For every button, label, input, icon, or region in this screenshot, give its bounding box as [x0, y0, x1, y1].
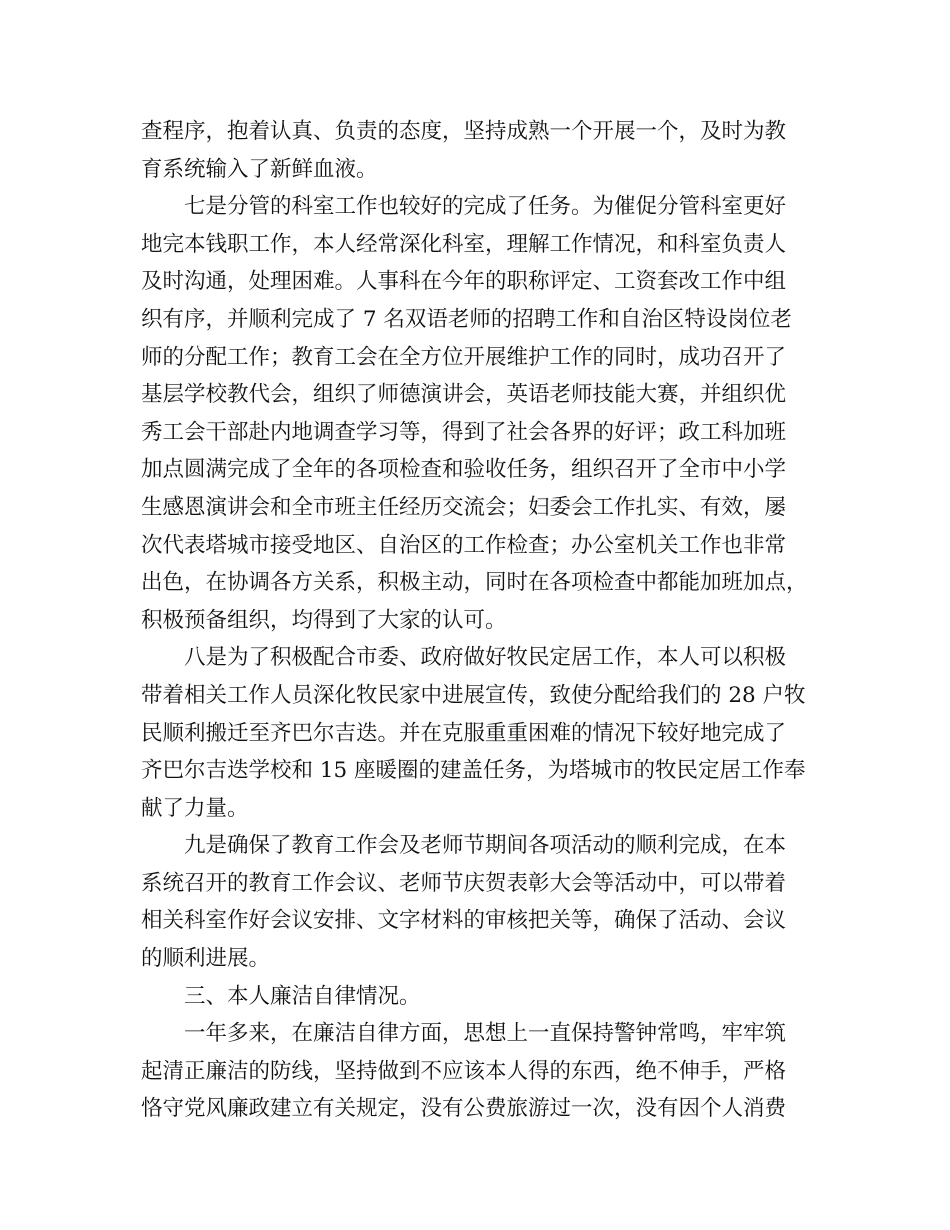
text-line: 民顺利搬迁至齐巴尔吉迭。并在克服重重困难的情况下较好地完成了 [141, 720, 787, 746]
paragraph-seven [141, 188, 825, 639]
text-line: 育系统输入了新鲜血液。 [141, 156, 378, 182]
text-line: 带着相关工作人员深化牧民家中进展宣传，致使分配给我们的 28 户牧 [141, 682, 806, 708]
text-line: 九是确保了教育工作会及老师节期间各项活动的顺利完成，在本 [184, 833, 787, 859]
text-line: 八是为了积极配合市委、政府做好牧民定居工作，本人可以积极 [184, 645, 787, 671]
text-line: 系统召开的教育工作会议、老师节庆贺表彰大会等活动中，可以带着 [141, 870, 787, 896]
paragraph-integrity [141, 1015, 825, 1128]
text-line: 师的分配工作；教育工会在全方位开展维护工作的同时，成功召开了 [141, 344, 787, 370]
text-line: 起清正廉洁的防线，坚持做到不应该本人得的东西，绝不伸手，严格 [141, 1058, 787, 1084]
text-line: 齐巴尔吉迭学校和 15 座暖圈的建盖任务，为塔城市的牧民定居工作奉 [141, 758, 806, 784]
text-line: 基层学校教代会，组织了师德演讲会，英语老师技能大赛，并组织优 [141, 382, 787, 408]
text-line: 地完本钱职工作，本人经常深化科室，理解工作情况，和科室负责人 [141, 231, 787, 257]
text-line: 织有序，并顺利完成了 7 名双语老师的招聘工作和自治区特设岗位老 [141, 306, 792, 332]
text-line: 一年多来，在廉洁自律方面，思想上一直保持警钟常鸣，牢牢筑 [184, 1021, 787, 1047]
text-line: 献了力量。 [141, 795, 249, 821]
text-line: 及时沟通，处理困难。人事科在今年的职称评定、工资套改工作中组 [141, 269, 787, 295]
paragraph-eight [141, 639, 825, 827]
paragraph-heading-three [141, 978, 825, 1016]
text-line: 恪守党风廉政建立有关规定，没有公费旅游过一次，没有因个人消费 [141, 1096, 787, 1122]
text-line: 秀工会干部赴内地调查学习等，得到了社会各界的好评；政工科加班 [141, 419, 787, 445]
paragraph-nine [141, 827, 825, 977]
text-line: 的顺利进展。 [141, 946, 271, 972]
text-line: 相关科室作好会议安排、文字材料的审核把关等，确保了活动、会议 [141, 908, 787, 934]
text-line: 查程序，抱着认真、负责的态度，坚持成熟一个开展一个，及时为教 [141, 119, 787, 144]
document-body [141, 113, 825, 1128]
paragraph-continued [141, 113, 825, 188]
text-line: 生感恩演讲会和全市班主任经历交流会；妇委会工作扎实、有效，屡 [141, 494, 787, 520]
text-line: 三、本人廉洁自律情况。 [184, 983, 421, 1009]
text-line: 加点圆满完成了全年的各项检查和验收任务，组织召开了全市中小学 [141, 457, 787, 483]
text-line: 积极预备组织，均得到了大家的认可。 [141, 607, 507, 633]
text-line: 出色，在协调各方关系，积极主动，同时在各项检查中都能加班加点， [141, 570, 808, 596]
text-line: 次代表塔城市接受地区、自治区的工作检查；办公室机关工作也非常 [141, 532, 787, 558]
text-line: 七是分管的科室工作也较好的完成了任务。为催促分管科室更好 [184, 194, 787, 220]
